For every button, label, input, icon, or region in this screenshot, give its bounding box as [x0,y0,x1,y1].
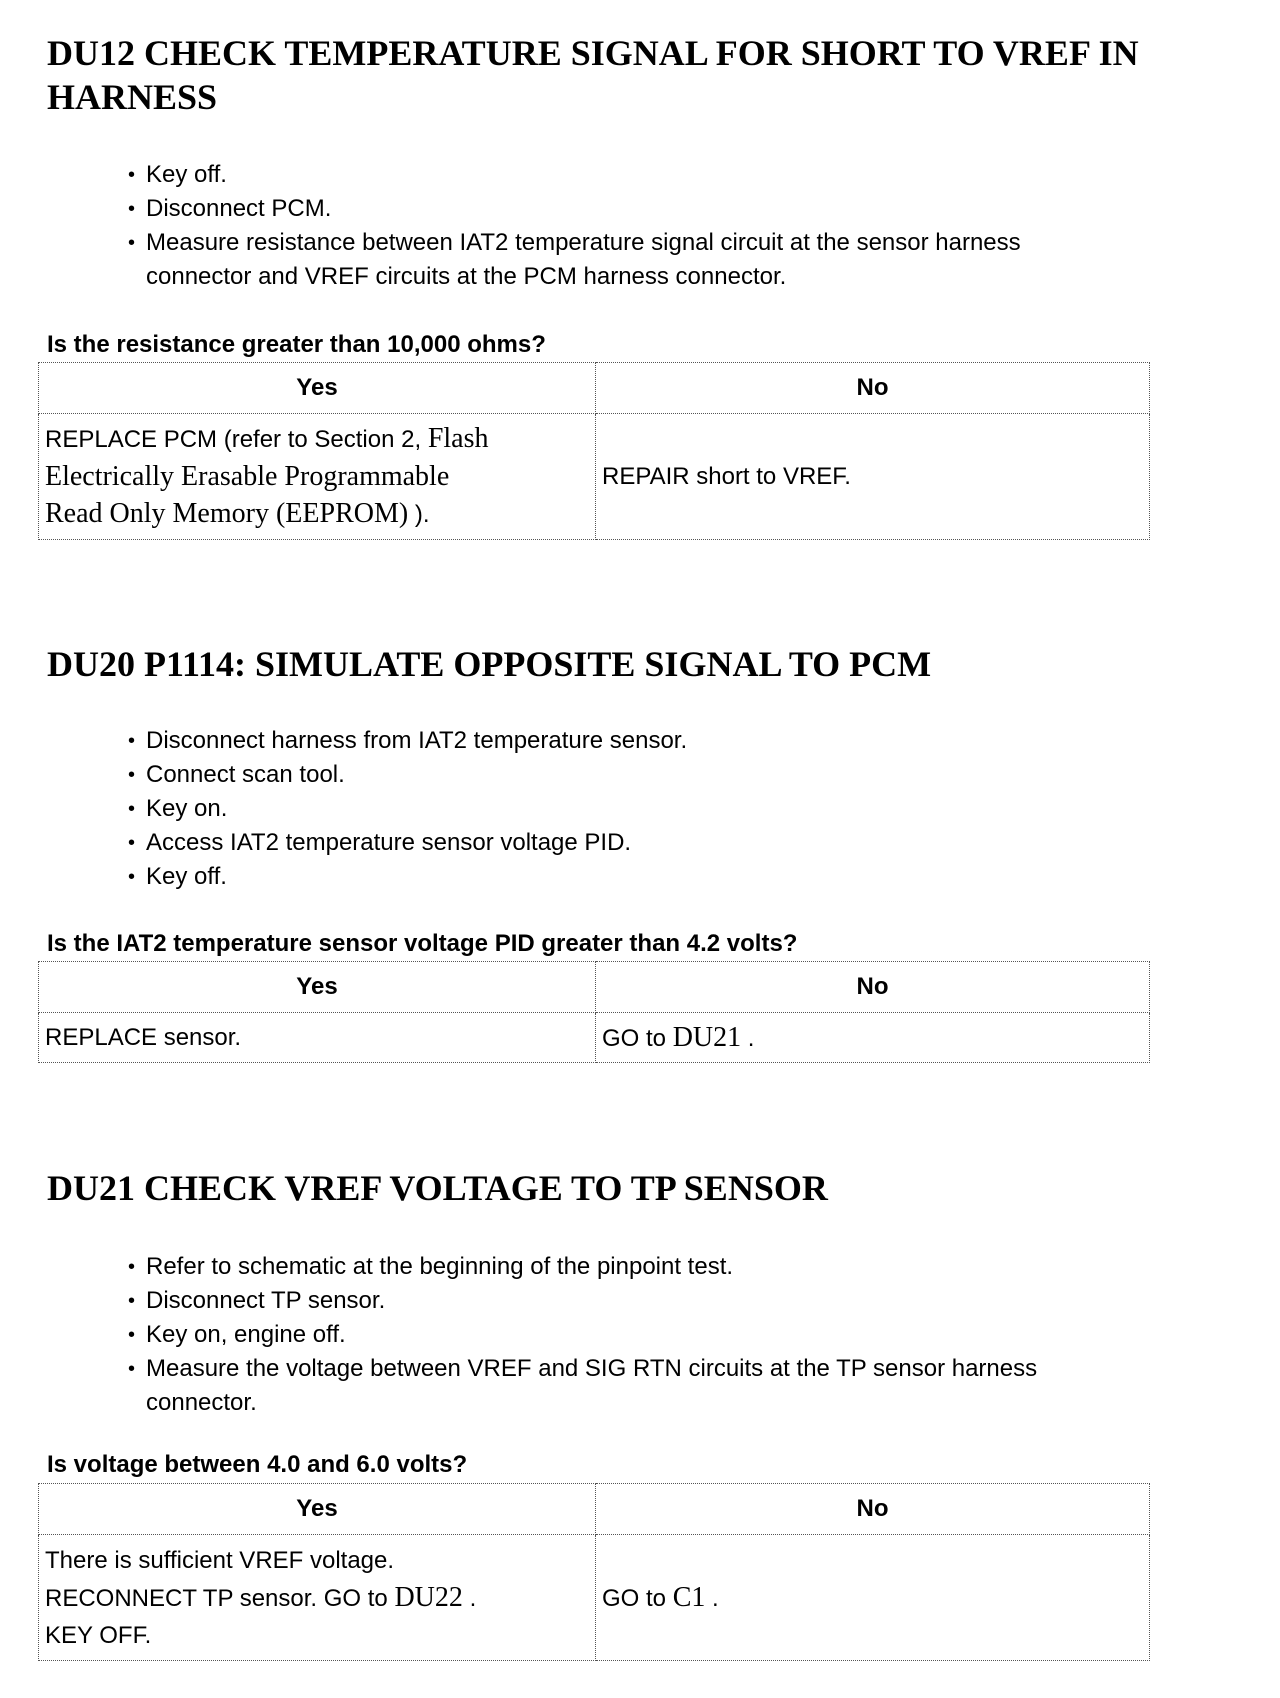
column-header-no: No [596,962,1150,1013]
goto-link-du21[interactable]: DU21 [672,1021,742,1053]
list-item: • Disconnect PCM. [128,192,1188,226]
list-item: • Access IAT2 temperature sensor voltage PID. [128,826,1188,860]
column-header-yes: Yes [39,1484,596,1535]
bullet-icon: • [128,764,136,786]
column-header-yes: Yes [39,363,596,414]
list-item: • Key on. [128,792,1188,826]
question-du20: Is the IAT2 temperature sensor voltage PID greater than 4.2 volts? [47,930,798,957]
column-header-no: No [596,363,1150,414]
list-item: • Measure resistance between IAT2 temperature signal circuit at the sensor harness connector and VREF circuits at the PCM harness connector. [128,226,1188,294]
bullet-icon: • [128,832,136,854]
list-item: • Disconnect harness from IAT2 temperature sensor. [128,724,1188,758]
column-header-no: No [596,1484,1150,1535]
list-item: • Refer to schematic at the beginning of the pinpoint test. [128,1250,1188,1284]
bullet-icon: • [128,1256,136,1278]
bullet-icon: • [128,1358,136,1380]
answer-table-du21 [38,1483,1150,1661]
list-item: • Disconnect TP sensor. [128,1284,1188,1318]
bullet-icon: • [128,1290,136,1312]
goto-link-c1[interactable]: C1 [672,1581,706,1613]
goto-link-du22[interactable]: DU22 [394,1581,463,1613]
yes-cell: REPLACE PCM (refer to Section 2, Flash Electrically Erasable Programmable Read Only Memory (EEPROM) ). [39,414,596,540]
list-item: • Key off. [128,158,1188,192]
bullet-icon: • [128,1324,136,1346]
section-title-du12: DU12 CHECK TEMPERATURE SIGNAL FOR SHORT TO VREF IN HARNESS [47,33,1139,117]
bullet-icon: • [128,798,136,820]
step-list-du20 [128,724,1188,894]
column-header-yes: Yes [39,962,596,1013]
bullet-icon: • [128,232,136,254]
yes-cell: There is sufficient VREF voltage. RECONNECT TP sensor. GO to DU22 . KEY OFF. [39,1535,596,1661]
answer-table-du12 [38,362,1150,540]
list-item: • Key off. [128,860,1188,894]
bullet-icon: • [128,866,136,888]
section-link[interactable]: Flash [427,423,489,454]
bullet-icon: • [128,164,136,186]
section-link[interactable]: Read Only Memory (EEPROM) [45,498,409,529]
no-cell: GO to DU21 . [596,1013,1150,1063]
list-item: • Connect scan tool. [128,758,1188,792]
yes-cell: REPLACE sensor. [39,1013,596,1063]
step-list-du21 [128,1250,1188,1420]
no-cell: REPAIR short to VREF. [596,414,1150,540]
section-title-du21: DU21 CHECK VREF VOLTAGE TO TP SENSOR [47,1168,828,1208]
no-cell: GO to C1 . [596,1535,1150,1661]
answer-table-du20 [38,961,1150,1063]
bullet-icon: • [128,198,136,220]
section-title-du20: DU20 P1114: SIMULATE OPPOSITE SIGNAL TO PCM [47,644,932,684]
question-du12: Is the resistance greater than 10,000 ohms? [47,331,546,358]
section-link[interactable]: Electrically Erasable Programmable [45,461,450,492]
step-list-du12 [128,158,1188,294]
list-item: • Measure the voltage between VREF and SIG RTN circuits at the TP sensor harness connector. [128,1352,1188,1420]
list-item: • Key on, engine off. [128,1318,1188,1352]
question-du21: Is voltage between 4.0 and 6.0 volts? [47,1451,468,1478]
bullet-icon: • [128,730,136,752]
